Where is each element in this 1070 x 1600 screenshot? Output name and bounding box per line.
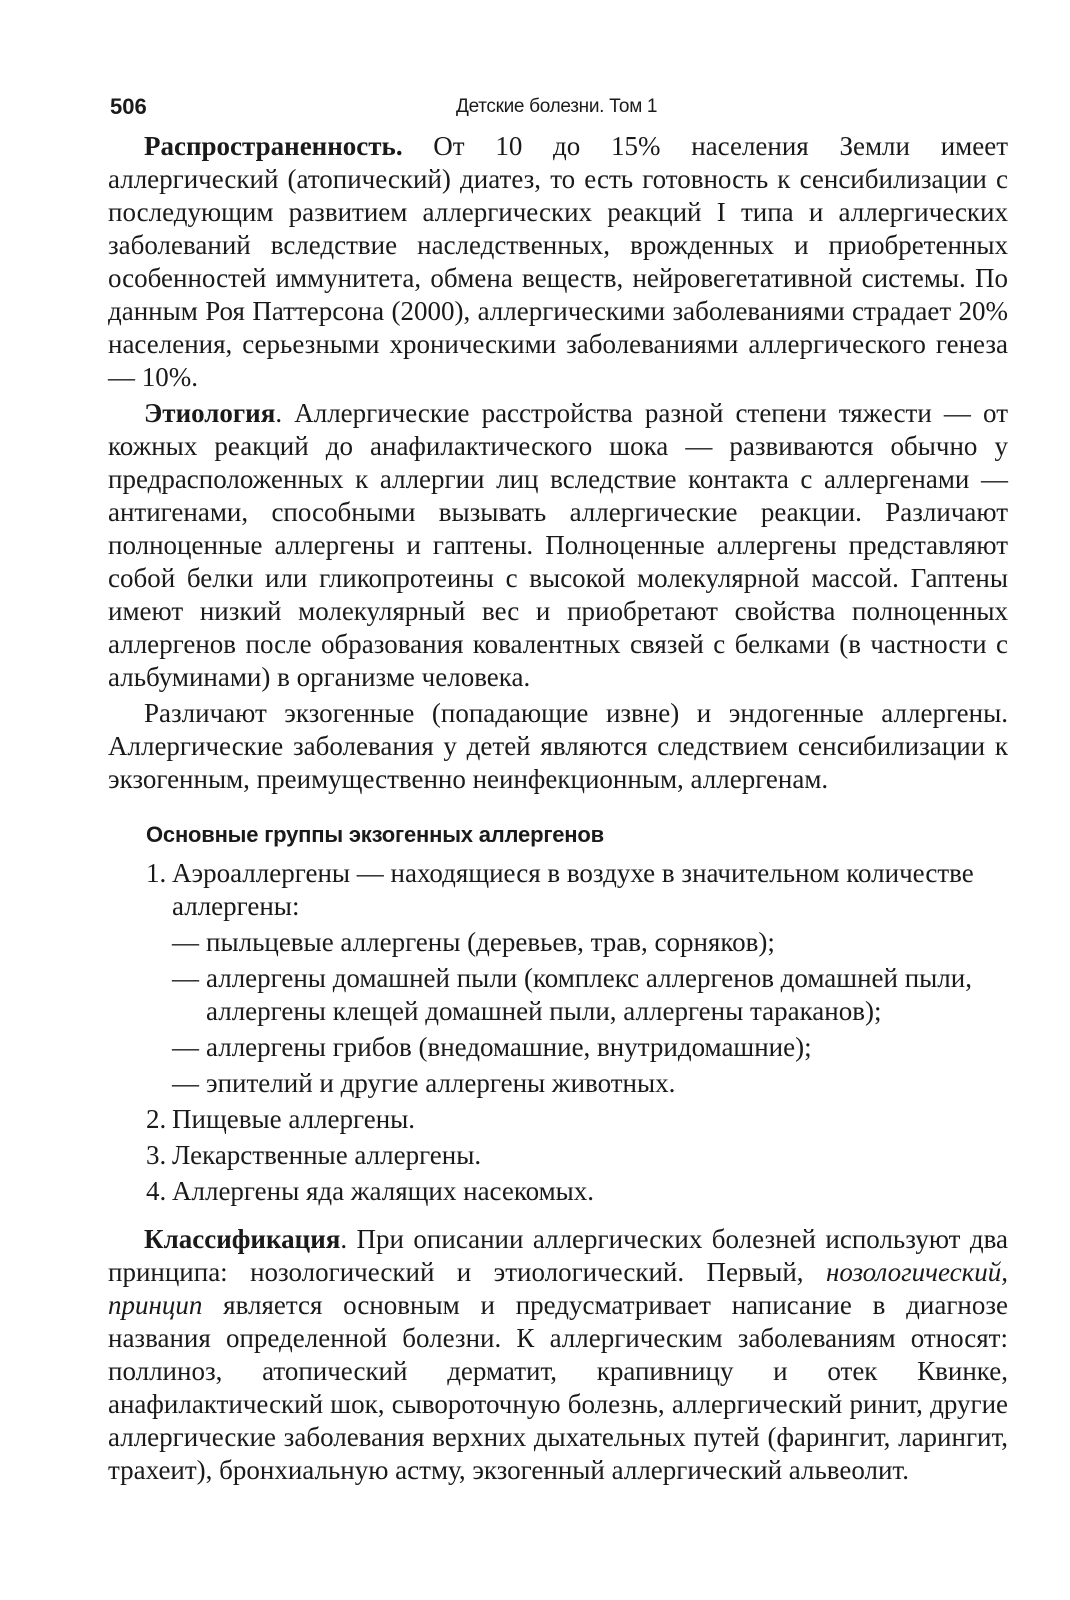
sublist-item-text: эпителий и другие аллергены животных. — [206, 1068, 676, 1098]
paragraph-classification — [108, 1223, 1008, 1487]
running-head — [108, 86, 1008, 126]
paragraph-prevalence — [108, 130, 1008, 394]
running-title: Детские болезни. Том 1 — [456, 96, 658, 117]
allergen-groups-list — [108, 857, 1008, 1208]
dash-marker: — — [172, 963, 199, 993]
list-item — [108, 1139, 1008, 1172]
list-item — [108, 857, 1008, 1100]
classification-text-2: является основным и предусматривает написание в диагнозе названия определенной болезни. К аллергическим заболеваниям относят: поллиноз, атопический дерматит, крапивницу и отек Квинке, анафилактический шок, сывороточную болезнь, аллергический ринит, другие аллергические заболевания верхних дыхательных путей (фарингит, ларингит, трахеит), бронхиальную астму, экзогенный аллергический альвеолит. — [108, 1290, 1008, 1485]
list-item-text: Лекарственные аллергены. — [172, 1140, 482, 1170]
prevalence-text: От 10 до 15% населения Земли имеет аллергический (атопический) диатез, то есть готовность к сенсибилизации с последующим развитием аллергических реакций I типа и аллергических заболеваний вследствие наследственных, врожденных и приобретенных особенностей иммунитета, обмена веществ, нейровегетативной системы. По данным Роя Паттерсона (2000), аллергическими заболеваниями страдает 20% населения, серьезными хроническими заболеваниями аллергического генеза — 10%. — [108, 131, 1008, 392]
book-page — [108, 86, 1008, 1487]
sublist-item-text: аллергены грибов (внедомашние, внутридомашние); — [206, 1032, 812, 1062]
paragraph-etiology — [108, 397, 1008, 694]
list-item-number: 3. — [146, 1140, 167, 1170]
list-item — [108, 1103, 1008, 1136]
sublist-item — [172, 926, 1008, 959]
list-item-number: 4. — [146, 1176, 167, 1206]
classification-italic: нозологический, принцип — [108, 1257, 1008, 1320]
sublist-item-text: аллергены домашней пыли (комплекс аллергенов домашней пыли, аллергены клещей домашней пыли, аллергены тараканов); — [206, 963, 972, 1026]
aeroallergen-sublist — [172, 926, 1008, 1100]
list-item-text: Аллергены яда жалящих насекомых. — [172, 1176, 595, 1206]
sublist-item — [172, 1031, 1008, 1064]
page-number: 506 — [110, 94, 147, 119]
list-item-number: 1. — [146, 858, 167, 888]
paragraph-exo-endo: Различают экзогенные (попадающие извне) и эндогенные аллергены. Аллергические заболевания у детей являются следствием сенсибилизации к экзогенным, преимущественно неинфекционным, аллергенам. — [108, 698, 1008, 794]
prevalence-lead: Распространенность. — [144, 131, 403, 161]
spacer — [108, 1211, 1008, 1223]
dash-marker: — — [172, 927, 199, 957]
dash-marker: — — [172, 1068, 199, 1098]
classification-text-1: . При описании аллергических болезней используют два принципа: нозологический и этиологический. Первый, — [108, 1224, 1008, 1287]
list-item — [108, 1175, 1008, 1208]
body-text — [108, 130, 1008, 1487]
dash-marker: — — [172, 1032, 199, 1062]
sublist-item — [172, 1067, 1008, 1100]
list-item-text: Аэроаллергены — находящиеся в воздухе в значительном количестве аллергены: — [172, 858, 974, 921]
etiology-text: . Аллергические расстройства разной степени тяжести — от кожных реакций до анафилактического шока — развиваются обычно у предрасположенных к аллергии лиц вследствие контакта с аллергенами — антигенами, способными вызывать аллергические реакции. Различают полноценные аллергены и гаптены. Полноценные аллергены представляют собой белки или гликопротеины с высокой молекулярной массой. Гаптены имеют низкий молекулярный вес и приобретают свойства полноценных аллергенов после образования ковалентных связей с белками (в частности с альбуминами) в организме человека. — [108, 398, 1008, 692]
section-heading-groups: Основные группы экзогенных аллергенов — [146, 822, 604, 847]
sublist-item-text: пыльцевые аллергены (деревьев, трав, сорняков); — [206, 927, 775, 957]
sublist-item — [172, 962, 1008, 1028]
etiology-lead: Этиология — [144, 398, 276, 428]
list-item-number: 2. — [146, 1104, 167, 1134]
classification-lead: Классификация — [144, 1224, 341, 1254]
list-item-text: Пищевые аллергены. — [172, 1104, 416, 1134]
